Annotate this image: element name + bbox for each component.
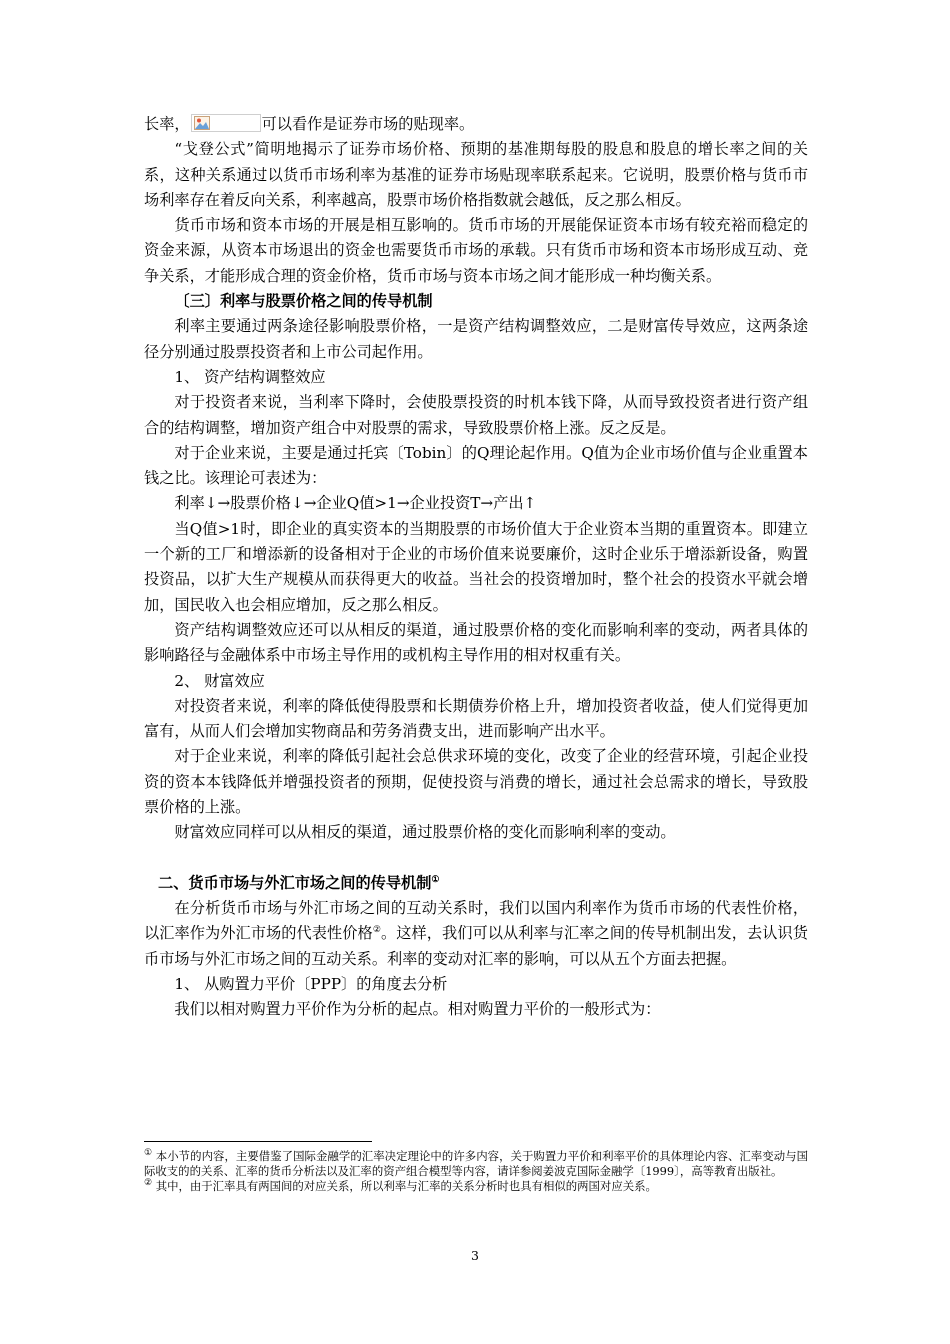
- page-number: 3: [471, 1248, 479, 1263]
- paragraph-firm-1: 对于企业来说，主要是通过托宾〔Tobin〕的Q理论起作用。Q值为企业市场价值与企业重置本钱之比。该理论可表述为：: [144, 443, 808, 488]
- list-item-asset-structure: 1、 资产结构调整效应: [174, 367, 326, 386]
- paragraph-two-ways: 利率主要通过两条途径影响股票价格，一是资产结构调整效应，二是财富传导效应，这两条途径分别通过股票投资者和上市公司起作用。: [144, 317, 808, 361]
- paragraph-investor-2: 对投资者来说，利率的降低使得股票和长期债券价格上升，增加投资者收益，使人们觉得更加富有，从而人们会增加实物商品和劳务消费支出，进而影响产出水平。: [144, 696, 808, 741]
- paragraph-firm-2: 对于企业来说，利率的降低引起社会总供求环境的变化，改变了企业的经营环境，引起企业投资的资本本钱降低并增强投资者的预期，促使投资与消费的增长，通过社会总需求的增长，导致股票价格的上涨。: [144, 747, 808, 817]
- paragraph-markets: 货币市场和资本市场的开展是相互影响的。货币市场的开展能保证资本市场有较充裕而稳定的资金来源，从资本市场退出的资金也需要货币市场的承载。只有货币市场和资本市场形成互动、竞争关系，才能形成合理的资金价格，货币市场与资本市场之间才能形成一种均衡关系。: [144, 216, 808, 285]
- footnote-1: ① 本小节的内容，主要借鉴了国际金融学的汇率决定理论中的许多内容，关于购置力平价和利率平价的具体理论内容、汇率变动与国际收支的的关系、汇率的货币分析法以及汇率的资产组合模型等内容，请详参阅姜波克国际金融学〔1999〕，高等教育出版社。: [144, 1148, 808, 1178]
- footnote-2-mark: ②: [144, 1178, 153, 1189]
- paragraph-gordon: “戈登公式”简明地揭示了证券市场价格、预期的基准期每股的股息和股息的增长率之间的关系，这种关系通过以货币市场利率为基准的证券市场贴现率联系起来。它说明，股票价格与货币市场利率存在着反向关系，利率越高，股票市场价格指数就会越低，反之那么相反。: [144, 140, 808, 209]
- footnote-2: ② 其中，由于汇率具有两国间的对应关系，所以利率与汇率的关系分析时也具有相似的两国对应关系。: [144, 1178, 657, 1193]
- paragraph-reverse-2: 财富效应同样可以从相反的渠道，通过股票价格的变化而影响利率的变动。: [174, 823, 676, 842]
- list-item-ppp: 1、 从购置力平价〔PPP〕的角度去分析: [174, 974, 448, 993]
- paragraph-reverse-1: 资产结构调整效应还可以从相反的渠道，通过股票价格的变化而影响利率的变动，两者具体的影响路径与金融体系中市场主导作用的或机构主导作用的相对权重有关。: [144, 620, 808, 665]
- paragraph-continuation: 长率， 可以看作是证券市场的贴现率。: [144, 115, 475, 133]
- footnote-ref-1[interactable]: ①: [431, 874, 440, 885]
- broken-image-icon: [191, 114, 261, 132]
- footnote-1-mark: ①: [144, 1148, 153, 1159]
- section-heading-two: 二、货币市场与外汇市场之间的传导机制①: [158, 873, 440, 892]
- footnotes: [144, 1149, 808, 1194]
- paragraph-fx: 在分析货币市场与外汇市场之间的互动关系时，我们以国内利率作为货币市场的代表性价格，以汇率作为外汇市场的代表性价格②。这样，我们可以从利率与汇率之间的传导机制出发，去认识货币市场与外汇市场之间的互动关系。利率的变动对汇率的影响，可以从五个方面去把握。: [144, 898, 808, 968]
- footnote-ref-2[interactable]: ②: [372, 925, 381, 936]
- paragraph-ppp: 我们以相对购置力平价作为分析的起点。相对购置力平价的一般形式为：: [174, 1000, 661, 1019]
- document-body: [144, 112, 808, 1022]
- paragraph-q-value: 当Q值>1时，即企业的真实资本的当期股票的市场价值大于企业资本当期的重置资本。即建立一个新的工厂和增添新的设备相对于企业的市场价值来说要廉价，这时企业乐于增添新设备，购置投资品，以扩大生产规模从而获得更大的收益。当社会的投资增加时，整个社会的投资水平就会增加，国民收入也会相应增加，反之那么相反。: [144, 519, 808, 614]
- footnote-separator: [144, 1141, 372, 1142]
- paragraph-transmission-chain: 利率↓→股票价格↓→企业Q值>1→企业投资T→产出↑: [174, 494, 537, 513]
- list-item-wealth-effect: 2、 财富效应: [174, 671, 265, 690]
- section-heading-three: 〔三〕利率与股票价格之间的传导机制: [174, 292, 433, 311]
- paragraph-investor-1: 对于投资者来说，当利率下降时，会使股票投资的时机本钱下降，从而导致投资者进行资产组合的结构调整，增加资产组合中对股票的需求，导致股票价格上涨。反之反是。: [144, 393, 808, 437]
